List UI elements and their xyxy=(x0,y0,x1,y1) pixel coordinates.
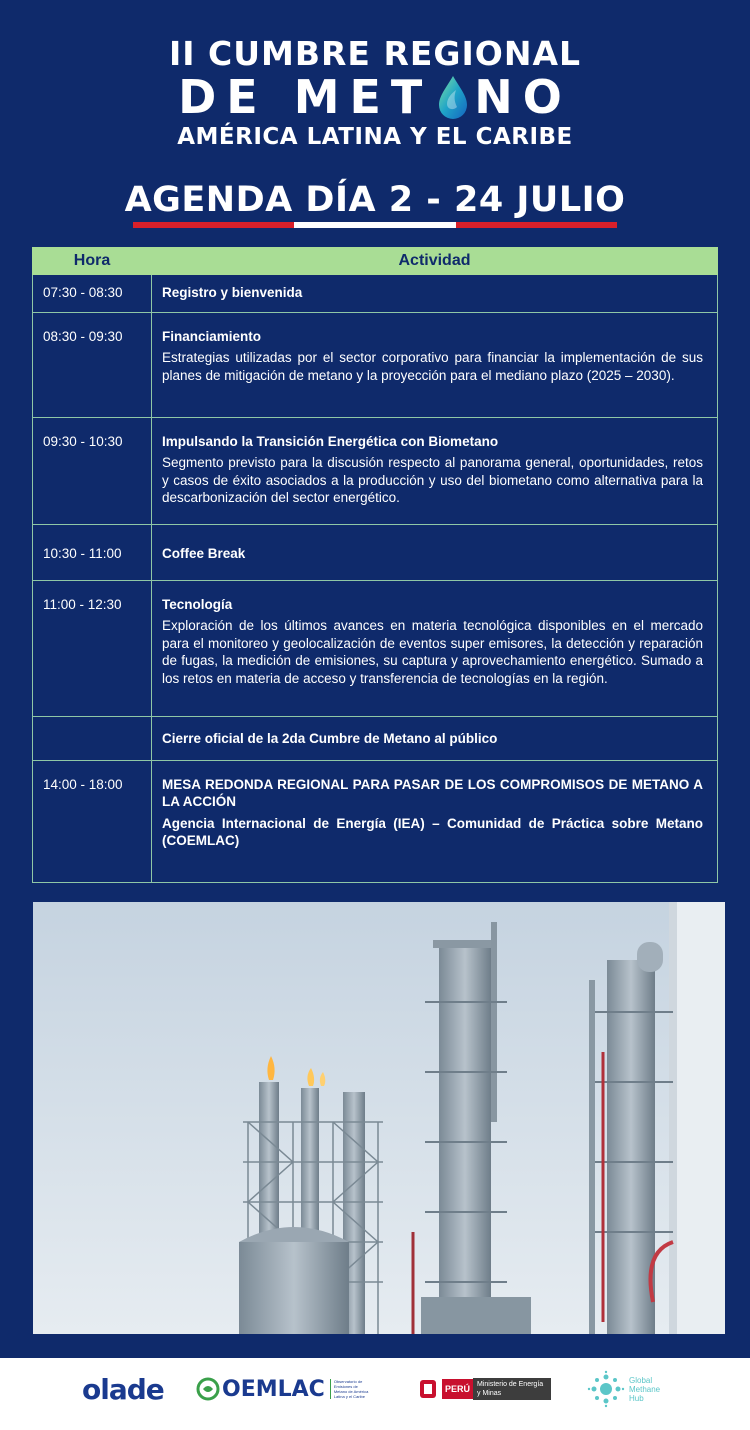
peru-shield-icon xyxy=(418,1378,438,1400)
table-row xyxy=(33,417,718,524)
dot-cluster-icon xyxy=(586,1369,626,1409)
activity-organizers: Agencia Internacional de Energía (IEA) – Comunidad de Práctica sobre Metano (COEMLAC) xyxy=(162,815,703,848)
methane-drop-icon xyxy=(436,74,470,120)
table-row xyxy=(33,760,718,882)
global-methane-hub-logo: Global Methane Hub xyxy=(586,1372,660,1406)
time-cell xyxy=(33,716,152,760)
table-row xyxy=(33,312,718,417)
oemlac-logo: OEMLAC Observatorio de Emisiones de Metano de América Latina y el Caribe xyxy=(196,1372,370,1406)
flag-underline xyxy=(133,222,617,228)
activity-title: MESA REDONDA REGIONAL PARA PASAR DE LOS COMPROMISOS DE METANO A LA ACCIÓN xyxy=(162,776,703,809)
title-line-1: II CUMBRE REGIONAL xyxy=(168,34,582,73)
header-hora: Hora xyxy=(33,248,152,275)
activity-title: Tecnología xyxy=(162,596,233,612)
refinery-photo xyxy=(33,902,725,1334)
title-line-2a: DE MET xyxy=(178,70,433,124)
table-row xyxy=(33,716,718,760)
refinery-illustration xyxy=(33,902,725,1334)
title-line-3: AMÉRICA LATINA Y EL CARIBE xyxy=(177,124,573,150)
sponsor-footer xyxy=(0,1358,750,1430)
activity-title: Coffee Break xyxy=(162,545,246,561)
activity-title: Financiamiento xyxy=(162,328,262,344)
time-cell: 07:30 - 08:30 xyxy=(33,275,152,313)
title-line-2b: NO xyxy=(474,70,572,124)
olade-logo: olade xyxy=(82,1372,164,1406)
activity-description: Exploración de los últimos avances en materia tecnológica disponibles en el mercado para el monitoreo y geolocalización de eventos super emisores, la detección y reparación de fugas, la medición de emisiones, su captura y aprovechamiento energético. Sumado a los retos en materia de acceso y transferencia de tecnologías en la región. xyxy=(162,618,703,686)
header-actividad: Actividad xyxy=(152,248,718,275)
event-header xyxy=(0,36,750,152)
activity-title: Impulsando la Transición Energética con Biometano xyxy=(162,433,499,449)
agenda-title: AGENDA DÍA 2 - 24 JULIO xyxy=(124,180,626,220)
globe-icon xyxy=(196,1377,220,1401)
activity-description: Estrategias utilizadas por el sector corporativo para financiar la implementación de sus planes de mitigación de metano y la proyección para el mediano plazo (2025 – 2030). xyxy=(162,350,703,383)
time-cell: 08:30 - 09:30 xyxy=(33,312,152,417)
time-cell: 09:30 - 10:30 xyxy=(33,417,152,524)
activity-description: Segmento previsto para la discusión respecto al panorama general, oportunidades, retos y casos de éxito asociados a la producción y uso del biometano como alternativa para la descarbonización del sector energético. xyxy=(162,455,703,505)
activity-title: Registro y bienvenida xyxy=(162,285,303,300)
peru-ministry-logo: PERÚ Ministerio de Energía y Minas xyxy=(418,1372,551,1406)
time-cell: 11:00 - 12:30 xyxy=(33,580,152,716)
time-cell: 10:30 - 11:00 xyxy=(33,524,152,580)
title-line-2 xyxy=(0,72,750,122)
table-row xyxy=(33,275,718,313)
activity-title: Cierre oficial de la 2da Cumbre de Metano al público xyxy=(162,730,498,746)
time-cell: 14:00 - 18:00 xyxy=(33,760,152,882)
table-row xyxy=(33,580,718,716)
table-row xyxy=(33,524,718,580)
agenda-table xyxy=(32,247,718,883)
